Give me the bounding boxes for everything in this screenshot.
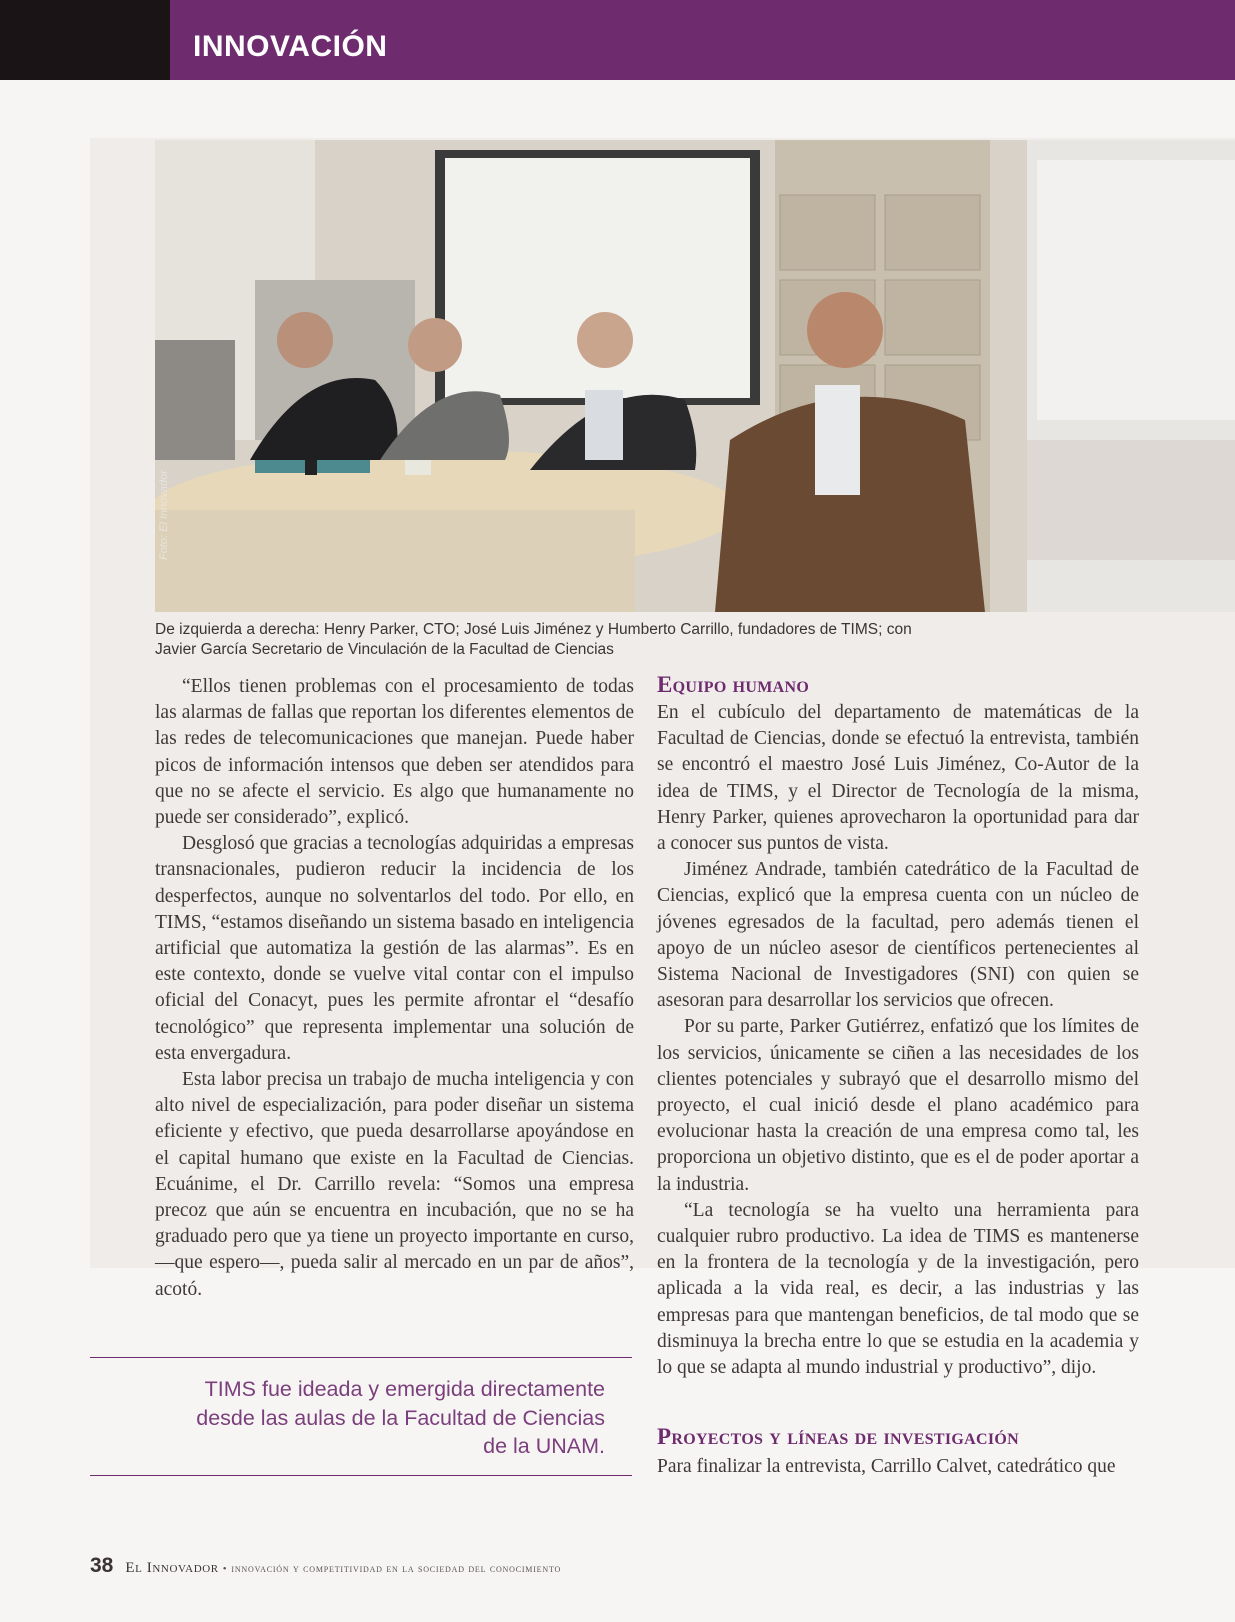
- pullquote-line-3: de la UNAM.: [483, 1434, 605, 1458]
- right-column-continued: [657, 1454, 1139, 1480]
- magazine-name: El Innovador: [125, 1560, 219, 1576]
- page-number: 38: [90, 1554, 114, 1577]
- footer-separator: •: [222, 1563, 228, 1575]
- caption-line-1: De izquierda a derecha: Henry Parker, CTO; José Luis Jiménez y Humberto Carrillo, fundadores de TIMS; con: [155, 621, 912, 638]
- photo-credit: Foto: El Innovador: [158, 470, 170, 560]
- left-paragraph: “Ellos tienen problemas con el procesamiento de todas las alarmas de fallas que reportan los diferentes elementos de las redes de telecomunicaciones que manejan. Puede haber picos de información intensos que deben ser atendidos para que no se afecte el servicio. Es algo que humanamente no puede ser considerado”, explicó.: [155, 676, 634, 829]
- section-header-bar: [0, 0, 1235, 80]
- right-paragraph: Por su parte, Parker Gutiérrez, enfatizó que los límites de los servicios, únicamente se ciñen a las necesidades de los clientes potenciales y subrayó que el desarrollo mismo del proyecto, el cual inició desde el plano académico para evolucionar hasta la creación de una empresa como tal, les proporciona un objetivo distinto, que es el de poder aportar a la industria.: [657, 1016, 1139, 1195]
- right-column: [657, 700, 1139, 1381]
- right-last-paragraph: Para finalizar la entrevista, Carrillo Calvet, catedrático que: [657, 1456, 1116, 1477]
- footer-tagline: innovación y competitividad en la sociedad del conocimiento: [231, 1563, 562, 1575]
- subhead-proyectos: Proyectos y líneas de investigación: [657, 1424, 1020, 1449]
- photo-caption: [155, 620, 1035, 660]
- subhead-equipo-humano: Equipo humano: [657, 672, 810, 697]
- pullquote-rule-bottom: [90, 1475, 632, 1476]
- right-paragraph: Jiménez Andrade, también catedrático de la Facultad de Ciencias, explicó que la empresa cuenta con un núcleo de jóvenes egresados de la facultad, pero además tienen el apoyo de un núcleo asesor de científicos pertenecientes al Sistema Nacional de Investigadores (SNI) con quien se asesoran para desarrollar los servicios que ofrecen.: [657, 859, 1139, 1012]
- pullquote: [140, 1375, 605, 1461]
- section-title: INNOVACIÓN: [193, 30, 388, 63]
- pullquote-line-1: TIMS fue ideada y emergida directamente: [204, 1377, 605, 1401]
- photo-bleed-right: [1027, 140, 1235, 612]
- left-column: [155, 674, 634, 1303]
- pullquote-rule-top: [90, 1357, 632, 1358]
- header-black-block: [0, 0, 170, 80]
- left-paragraph: Esta labor precisa un trabajo de mucha inteligencia y con alto nivel de especialización, para poder diseñar un sistema eficiente y efectivo, que pueda desarrollarse apoyándose en el capital humano que existe en la Facultad de Ciencias. Ecuánime, el Dr. Carrillo revela: “Somos una empresa precoz que aún se encuentra en incubación, que no se ha graduado pero que ya tiene un proyecto importante en curso, —que espero—, pueda salir al mercado en un par de años”, acotó.: [155, 1069, 634, 1300]
- right-paragraph: “La tecnología se ha vuelto una herramienta para cualquier rubro productivo. La idea de TIMS es mantenerse en la frontera de la tecnología y de la investigación, pero aplicada a la vida real, es decir, a las industrias y las empresas para que mantengan beneficios, de tal modo que se disminuya la brecha entre lo que se estudia en la academia y lo que se adapta al mundo industrial y productivo”, dijo.: [657, 1199, 1139, 1379]
- pullquote-line-2: desde las aulas de la Facultad de Ciencias: [196, 1405, 605, 1430]
- page-footer: [90, 1554, 561, 1578]
- caption-line-2: Javier García Secretario de Vinculación de la Facultad de Ciencias: [155, 641, 614, 658]
- interview-photo: [155, 140, 1027, 612]
- left-paragraph: Desglosó que gracias a tecnologías adquiridas a empresas transnacionales, pudieron reducir la incidencia de los desperfectos, aunque no solventarlos del todo. Por ello, en TIMS, “estamos diseñando un sistema basado en inteligencia artificial que automatiza la gestión de las alarmas”. Es en este contexto, donde se vuelve vital contar con el impulso oficial del Conacyt, pues les permite afrontar el “desafío tecnológico” que representa implementar una solución de esta envergadura.: [155, 833, 634, 1064]
- right-paragraph: En el cubículo del departamento de matemáticas de la Facultad de Ciencias, donde se efectuó la entrevista, también se encontró el maestro José Luis Jiménez, Co-Autor de la idea de TIMS, y el Director de Tecnología de la misma, Henry Parker, quienes aprovecharon la oportunidad para dar a conocer sus puntos de vista.: [657, 702, 1139, 855]
